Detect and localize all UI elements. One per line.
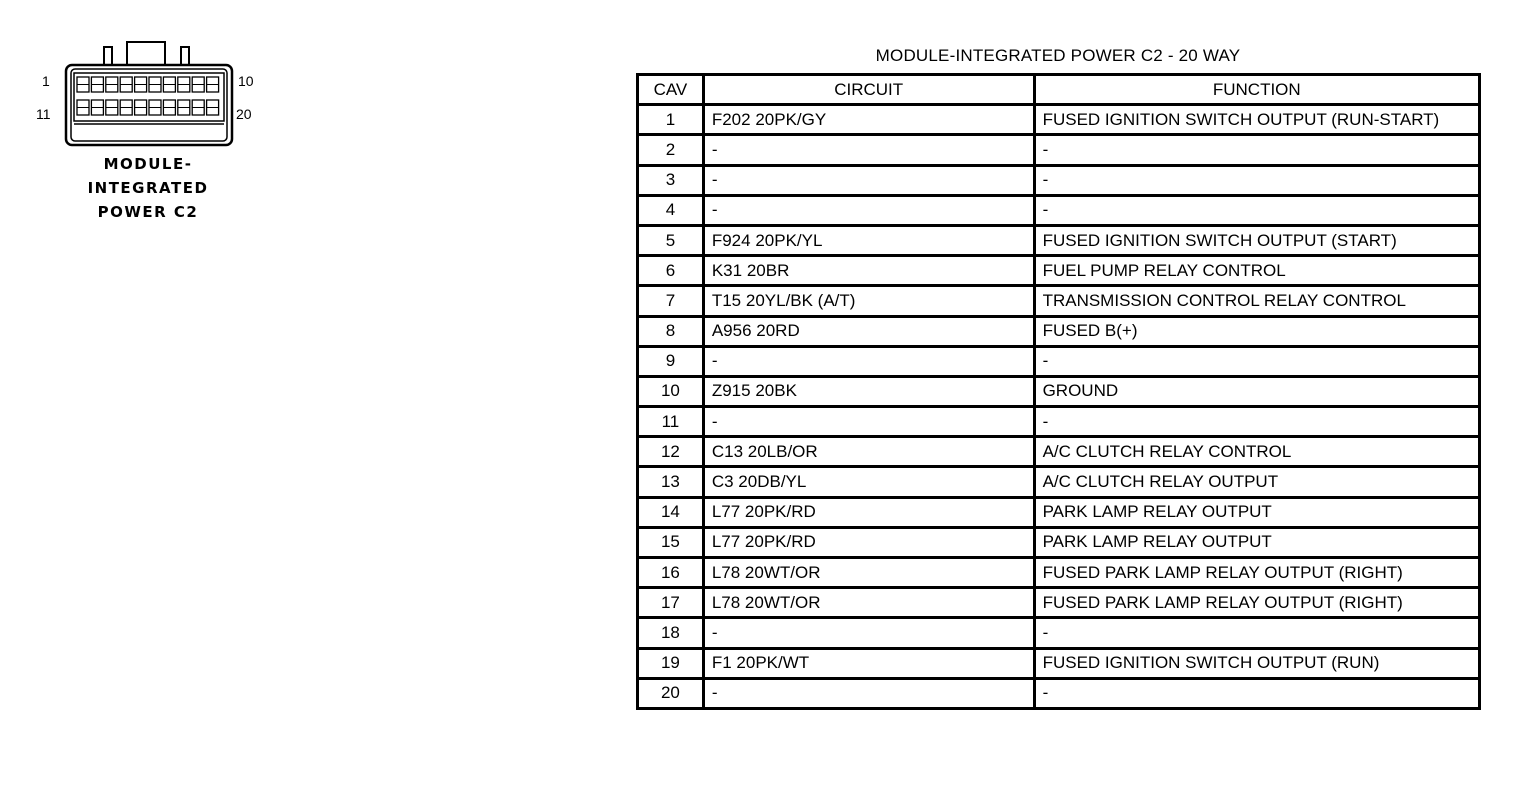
function-cell: FUSED IGNITION SWITCH OUTPUT (RUN-START): [1034, 105, 1479, 135]
cav-cell: 12: [638, 437, 704, 467]
table-row: [638, 648, 1480, 678]
cav-cell: 16: [638, 558, 704, 588]
pin-label-1: 1: [42, 73, 50, 89]
connector-caption-line: POWER C2: [97, 203, 199, 221]
cav-cell: 2: [638, 135, 704, 165]
function-cell: TRANSMISSION CONTROL RELAY CONTROL: [1034, 286, 1479, 316]
circuit-cell: -: [703, 346, 1034, 376]
circuit-cell: A956 20RD: [703, 316, 1034, 346]
function-cell: A/C CLUTCH RELAY CONTROL: [1034, 437, 1479, 467]
circuit-cell: F1 20PK/WT: [703, 648, 1034, 678]
table-row: [638, 286, 1480, 316]
circuit-cell: -: [703, 165, 1034, 195]
cav-cell: 15: [638, 527, 704, 557]
circuit-cell: C13 20LB/OR: [703, 437, 1034, 467]
circuit-cell: K31 20BR: [703, 256, 1034, 286]
function-cell: PARK LAMP RELAY OUTPUT: [1034, 497, 1479, 527]
pin-label-11: 11: [36, 106, 51, 122]
cav-cell: 18: [638, 618, 704, 648]
table-row: [638, 527, 1480, 557]
table-row: [638, 618, 1480, 648]
table-row: [638, 407, 1480, 437]
cav-cell: 13: [638, 467, 704, 497]
header-circuit: CIRCUIT: [703, 75, 1034, 105]
circuit-cell: C3 20DB/YL: [703, 467, 1034, 497]
cav-cell: 7: [638, 286, 704, 316]
function-cell: -: [1034, 407, 1479, 437]
function-cell: -: [1034, 195, 1479, 225]
connector-diagram: [30, 38, 270, 238]
cav-cell: 14: [638, 497, 704, 527]
table-row: [638, 588, 1480, 618]
function-cell: FUSED PARK LAMP RELAY OUTPUT (RIGHT): [1034, 558, 1479, 588]
table-row: [638, 467, 1480, 497]
table-header-row: [638, 75, 1480, 105]
circuit-cell: -: [703, 135, 1034, 165]
table-row: [638, 376, 1480, 406]
circuit-cell: F924 20PK/YL: [703, 225, 1034, 255]
pin-label-20: 20: [236, 106, 252, 122]
table-row: [638, 256, 1480, 286]
circuit-cell: T15 20YL/BK (A/T): [703, 286, 1034, 316]
cav-cell: 17: [638, 588, 704, 618]
function-cell: -: [1034, 346, 1479, 376]
table-title: MODULE-INTEGRATED POWER C2 - 20 WAY: [875, 46, 1241, 65]
connector-caption-line: MODULE-: [103, 155, 193, 173]
circuit-cell: -: [703, 407, 1034, 437]
cav-cell: 5: [638, 225, 704, 255]
cav-cell: 1: [638, 105, 704, 135]
header-cav: CAV: [638, 75, 704, 105]
cav-cell: 10: [638, 376, 704, 406]
circuit-cell: L77 20PK/RD: [703, 497, 1034, 527]
circuit-cell: L78 20WT/OR: [703, 588, 1034, 618]
circuit-cell: L77 20PK/RD: [703, 527, 1034, 557]
cav-cell: 20: [638, 678, 704, 708]
function-cell: -: [1034, 135, 1479, 165]
circuit-cell: Z915 20BK: [703, 376, 1034, 406]
table-row: [638, 165, 1480, 195]
connector-caption-line: INTEGRATED: [87, 179, 209, 197]
table-row: [638, 135, 1480, 165]
pinout-table: [636, 73, 1481, 710]
table-row: [638, 105, 1480, 135]
circuit-cell: F202 20PK/GY: [703, 105, 1034, 135]
table-row: [638, 678, 1480, 708]
table-row: [638, 195, 1480, 225]
table-row: [638, 225, 1480, 255]
function-cell: -: [1034, 618, 1479, 648]
cav-cell: 9: [638, 346, 704, 376]
cav-cell: 6: [638, 256, 704, 286]
table-row: [638, 558, 1480, 588]
function-cell: FUEL PUMP RELAY CONTROL: [1034, 256, 1479, 286]
connector-caption: [70, 152, 226, 224]
circuit-cell: L78 20WT/OR: [703, 558, 1034, 588]
cav-cell: 11: [638, 407, 704, 437]
function-cell: FUSED IGNITION SWITCH OUTPUT (RUN): [1034, 648, 1479, 678]
function-cell: PARK LAMP RELAY OUTPUT: [1034, 527, 1479, 557]
table-row: [638, 437, 1480, 467]
circuit-cell: -: [703, 678, 1034, 708]
function-cell: FUSED B(+): [1034, 316, 1479, 346]
table-row: [638, 346, 1480, 376]
function-cell: FUSED IGNITION SWITCH OUTPUT (START): [1034, 225, 1479, 255]
pin-label-10: 10: [238, 73, 254, 89]
function-cell: A/C CLUTCH RELAY OUTPUT: [1034, 467, 1479, 497]
circuit-cell: -: [703, 195, 1034, 225]
cav-cell: 8: [638, 316, 704, 346]
function-cell: FUSED PARK LAMP RELAY OUTPUT (RIGHT): [1034, 588, 1479, 618]
function-cell: GROUND: [1034, 376, 1479, 406]
cav-cell: 19: [638, 648, 704, 678]
function-cell: -: [1034, 678, 1479, 708]
table-row: [638, 497, 1480, 527]
connector-icon: [30, 38, 270, 158]
header-function: FUNCTION: [1034, 75, 1479, 105]
function-cell: -: [1034, 165, 1479, 195]
circuit-cell: -: [703, 618, 1034, 648]
cav-cell: 3: [638, 165, 704, 195]
cav-cell: 4: [638, 195, 704, 225]
table-row: [638, 316, 1480, 346]
